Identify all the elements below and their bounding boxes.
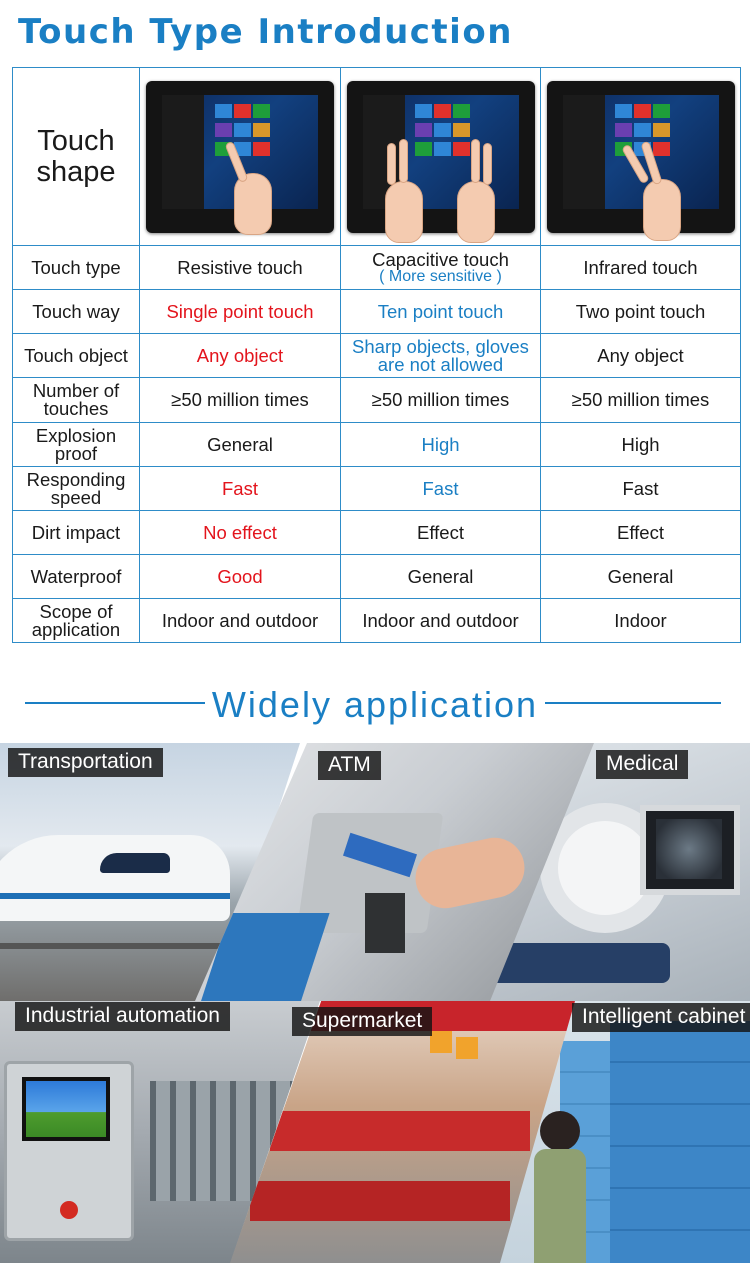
cell-infrared: Indoor	[541, 599, 741, 643]
cell-infrared: General	[541, 555, 741, 599]
row-label: Scope of application	[13, 599, 140, 643]
cell-capacitive: Sharp objects, gloves are not allowed	[341, 334, 541, 378]
table-row	[13, 423, 741, 467]
cell-capacitive: ≥50 million times	[341, 378, 541, 423]
row-label: Touch way	[13, 290, 140, 334]
cell-resistive: No effect	[140, 511, 341, 555]
page-title: Touch Type Introduction	[18, 12, 513, 52]
cell-resistive: Fast	[140, 467, 341, 511]
table-row	[13, 246, 741, 290]
cell-infrared: Two point touch	[541, 290, 741, 334]
cell-capacitive: Effect	[341, 511, 541, 555]
cell-infrared: Infrared touch	[541, 246, 741, 290]
cell-capacitive: High	[341, 423, 541, 467]
cell-capacitive: General	[341, 555, 541, 599]
cell-resistive: General	[140, 423, 341, 467]
cell-infrared: High	[541, 423, 741, 467]
cell-infrared: Fast	[541, 467, 741, 511]
cell-infrared: ≥50 million times	[541, 378, 741, 423]
cell-infrared: Any object	[541, 334, 741, 378]
label-medical: Medical	[596, 750, 688, 779]
section-divider-right	[545, 702, 721, 704]
touch-shape-label: Touch shape	[36, 124, 116, 188]
cell-infrared: Effect	[541, 511, 741, 555]
tablet-image	[146, 81, 334, 233]
cell-capacitive: Fast	[341, 467, 541, 511]
application-collage	[0, 743, 750, 1263]
cell-capacitive: Indoor and outdoor	[341, 599, 541, 643]
cell-resistive: Good	[140, 555, 341, 599]
cell-resistive: ≥50 million times	[140, 378, 341, 423]
label-atm: ATM	[318, 751, 381, 780]
table-row	[13, 290, 741, 334]
table-row	[13, 467, 741, 511]
tablet-image	[547, 81, 735, 233]
table-row	[13, 555, 741, 599]
table-row	[13, 599, 741, 643]
label-supermarket: Supermarket	[292, 1007, 432, 1036]
cell-resistive: Any object	[140, 334, 341, 378]
touch-shape-header	[13, 68, 140, 246]
table-row	[13, 334, 741, 378]
row-label: Waterproof	[13, 555, 140, 599]
table-row-shape	[13, 68, 741, 246]
cell-capacitive	[341, 246, 541, 290]
tablet-image	[347, 81, 535, 233]
row-label: Number of touches	[13, 378, 140, 423]
row-label: Touch object	[13, 334, 140, 378]
table-row	[13, 511, 741, 555]
cell-resistive: Resistive touch	[140, 246, 341, 290]
row-label: Responding speed	[13, 467, 140, 511]
cell-resistive: Single point touch	[140, 290, 341, 334]
cell-capacitive-text: Capacitive touch	[372, 248, 509, 270]
row-label: Dirt impact	[13, 511, 140, 555]
touch-type-table	[12, 67, 741, 643]
cell-capacitive: Ten point touch	[341, 290, 541, 334]
label-industrial-automation: Industrial automation	[15, 1002, 230, 1031]
row-label: Explosion proof	[13, 423, 140, 467]
section-title: Widely application	[211, 684, 539, 725]
label-intelligent-cabinet: Intelligent cabinet	[572, 1003, 750, 1032]
section-header	[0, 680, 750, 730]
resistive-tablet-image	[140, 68, 341, 246]
cell-resistive: Indoor and outdoor	[140, 599, 341, 643]
capacitive-tablet-image	[341, 68, 541, 246]
row-label: Touch type	[13, 246, 140, 290]
label-transportation: Transportation	[8, 748, 163, 777]
more-sensitive-note: ( More sensitive )	[379, 267, 502, 285]
table-row	[13, 378, 741, 423]
infrared-tablet-image	[541, 68, 741, 246]
